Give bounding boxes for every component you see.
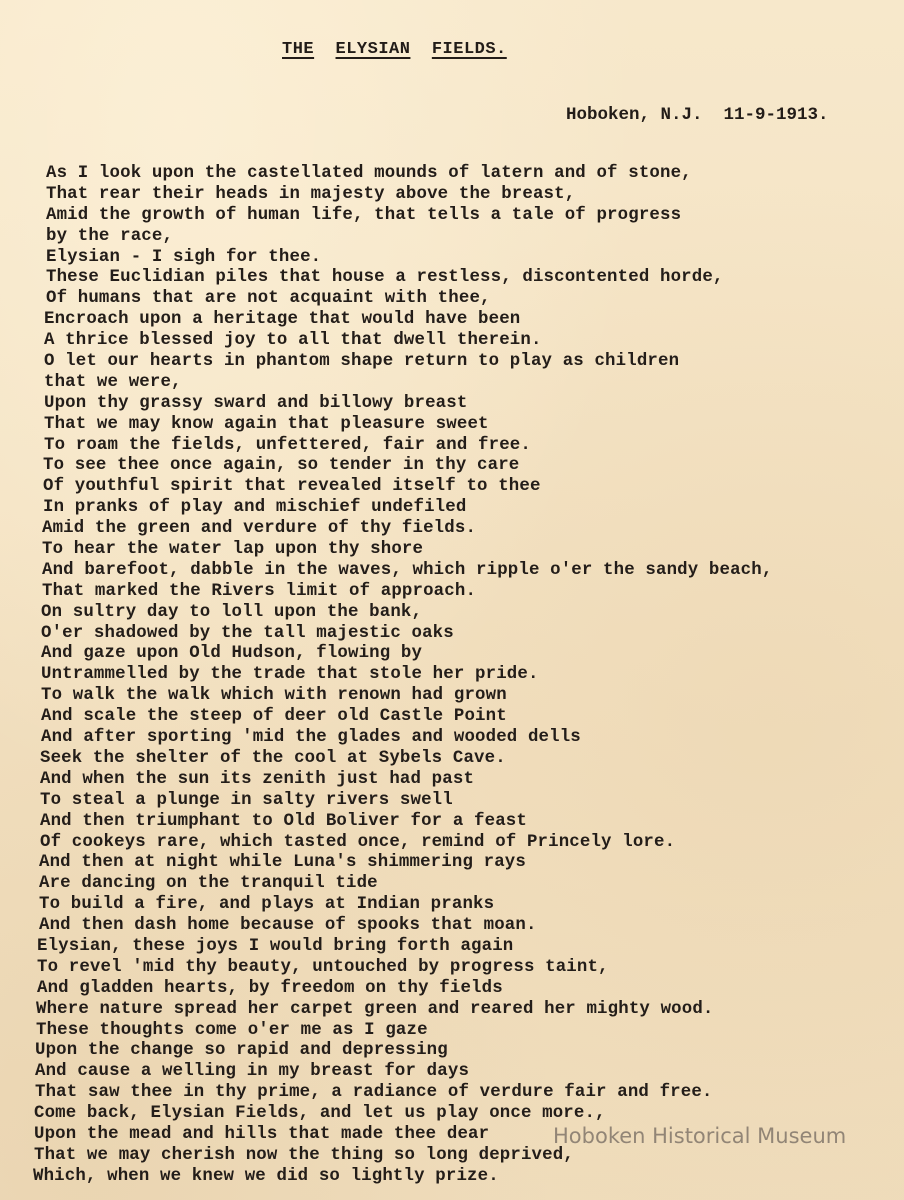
poem-line: O'er shadowed by the tall majestic oaks: [41, 623, 454, 643]
poem-line: Are dancing on the tranquil tide: [39, 874, 378, 894]
poem-line: To revel 'mid thy beauty, untouched by progress taint,: [37, 957, 609, 977]
poem-line: To roam the fields, unfettered, fair and free.: [44, 435, 531, 455]
poem-line: And after sporting 'mid the glades and wooded dells: [41, 728, 581, 748]
poem-line: As I look upon the castellated mounds of latern and of stone,: [46, 164, 692, 183]
poem-line: that we were,: [44, 372, 182, 392]
poem-line: Untrammelled by the trade that stole her pride.: [41, 665, 539, 685]
poem-line: A thrice blessed joy to all that dwell therein.: [44, 331, 542, 351]
poem-line: Amid the growth of human life, that tells a tale of progress: [46, 205, 682, 225]
poem-line: That marked the Rivers limit of approach.: [42, 581, 477, 601]
title-word: THE: [282, 40, 315, 59]
poem-line: Which, when we knew we did so lightly prize.: [33, 1166, 499, 1186]
poem-line: Where nature spread her carpet green and reared her mighty wood.: [36, 999, 714, 1019]
title-word: FIELDS.: [431, 40, 507, 59]
poem-body: [33, 164, 773, 1188]
poem-line: And scale the steep of deer old Castle Point: [41, 707, 507, 727]
poem-line: These thoughts come o'er me as I gaze: [36, 1020, 428, 1040]
poem-line: That saw thee in thy prime, a radiance of verdure fair and free.: [35, 1083, 713, 1103]
poem-line: To build a fire, and plays at Indian pranks: [39, 895, 495, 915]
poem-line: Elysian - I sigh for thee.: [46, 247, 322, 267]
poem-line: On sultry day to loll upon the bank,: [41, 602, 423, 622]
poem-line: To walk the walk which with renown had grown: [41, 686, 507, 706]
poem-line: Upon the change so rapid and depressing: [35, 1041, 448, 1061]
title-word: ELYSIAN: [335, 40, 411, 59]
poem-line: Encroach upon a heritage that would have been: [44, 310, 521, 330]
poem-line: Upon thy grassy sward and billowy breast: [44, 393, 468, 413]
poem-line: And cause a welling in my breast for days: [35, 1062, 470, 1082]
document-title: [282, 40, 507, 59]
poem-line: Seek the shelter of the cool at Sybels Cave.: [40, 748, 506, 768]
poem-line: Of humans that are not acquaint with thee,: [46, 289, 491, 309]
poem-line: And barefoot, dabble in the waves, which ripple o'er the sandy beach,: [42, 560, 773, 580]
poem-line: And then dash home because of spooks that moan.: [39, 916, 537, 936]
poem-line: And then at night while Luna's shimmering rays: [39, 853, 526, 873]
poem-line: These Euclidian piles that house a restless, discontented horde,: [46, 268, 724, 288]
poem-line: Of cookeys rare, which tasted once, remind of Princely lore.: [40, 832, 676, 852]
dateline: Hoboken, N.J. 11-9-1913.: [566, 105, 829, 125]
museum-watermark: Hoboken Historical Museum: [553, 1124, 847, 1148]
poem-line: And gladden hearts, by freedom on thy fields: [37, 978, 503, 998]
poem-line: Of youthful spirit that revealed itself to thee: [43, 477, 541, 497]
poem-line: Amid the green and verdure of thy fields.: [42, 519, 477, 539]
poem-line: That we may cherish now the thing so long deprived,: [34, 1145, 574, 1165]
poem-line: To see thee once again, so tender in thy care: [43, 456, 520, 476]
poem-line: And when the sun its zenith just had past: [40, 769, 475, 789]
poem-line: To steal a plunge in salty rivers swell: [40, 790, 453, 810]
poem-line: And gaze upon Old Hudson, flowing by: [41, 644, 423, 664]
poem-line: That rear their heads in majesty above the breast,: [46, 184, 576, 204]
poem-line: To hear the water lap upon thy shore: [42, 540, 424, 560]
poem-line: That we may know again that pleasure sweet: [44, 414, 489, 434]
poem-line: Upon the mead and hills that made thee dear: [34, 1124, 490, 1144]
poem-line: Elysian, these joys I would bring forth again: [37, 936, 514, 956]
poem-line: Come back, Elysian Fields, and let us play once more.,: [34, 1104, 606, 1124]
poem-line: by the race,: [46, 226, 174, 246]
poem-line: O let our hearts in phantom shape return to play as children: [44, 352, 680, 372]
poem-line: In pranks of play and mischief undefiled: [43, 498, 467, 518]
poem-line: And then triumphant to Old Boliver for a feast: [40, 811, 527, 831]
